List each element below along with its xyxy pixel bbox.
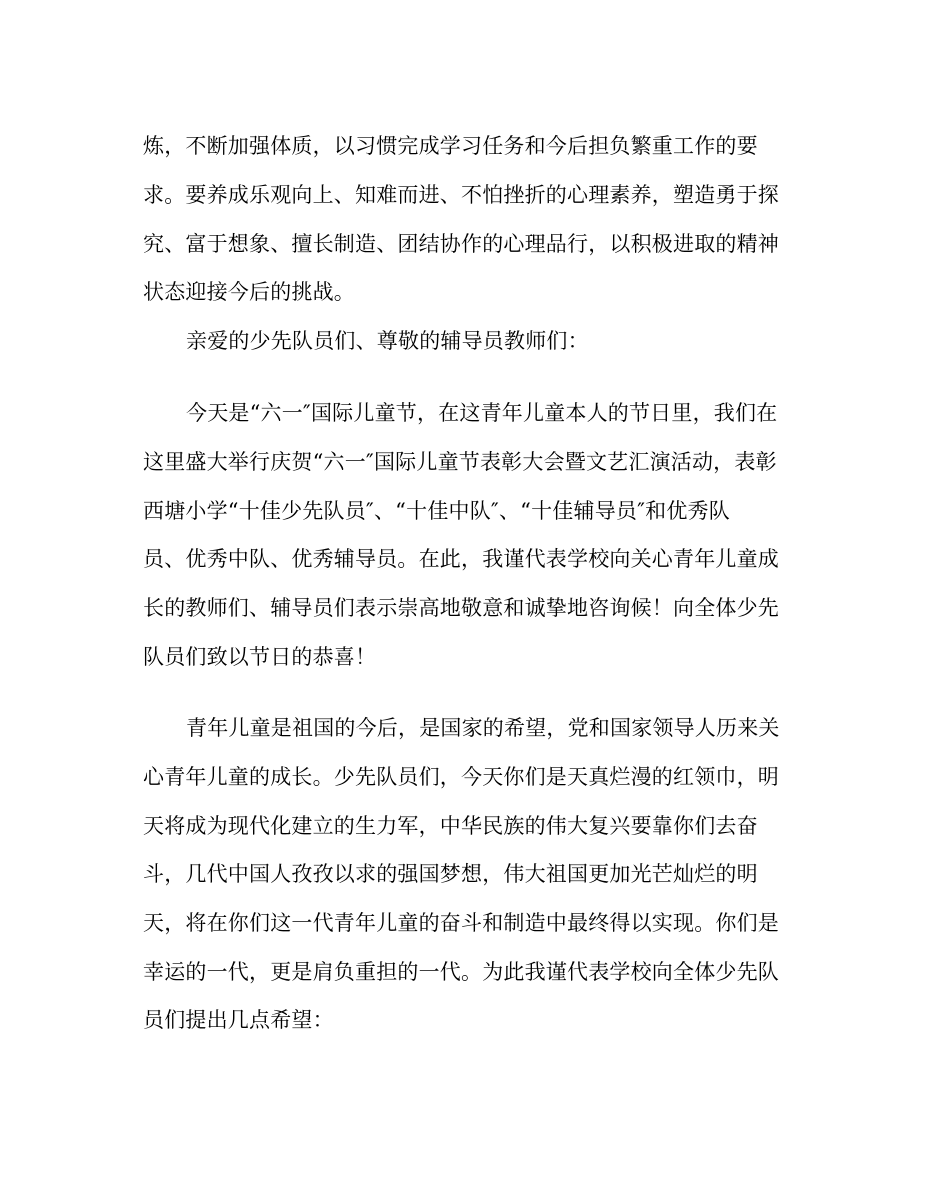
paragraph-line: 员们提出几点希望： [143, 1008, 334, 1032]
salutation: 亲爱的少先队员们、尊敬的辅导员教师们： [186, 329, 589, 353]
paragraph-line: 求。要养成乐观向上、知难而进、不怕挫折的心理素养，塑造勇于探 [143, 183, 779, 207]
paragraph-line: 西塘小学“十佳少先队员″、“十佳中队″、“十佳辅导员″和优秀队 [143, 499, 730, 523]
paragraph-line: 心青年儿童的成长。少先队员们，今天你们是天真烂漫的红领巾，明 [143, 765, 779, 789]
paragraph-line: 员、优秀中队、优秀辅导员。在此，我谨代表学校向关心青年儿童成 [143, 547, 779, 571]
paragraph-line: 队员们致以节日的恭喜！ [143, 645, 377, 669]
paragraph-line: 长的教师们、辅导员们表示崇高地敬意和诚挚地咨询候！向全体少先 [143, 596, 779, 620]
paragraph-line: 状态迎接今后的挑战。 [143, 280, 355, 304]
paragraph-line: 天，将在你们这一代青年儿童的奋斗和制造中最终得以实现。你们是 [143, 911, 779, 935]
paragraph-line: 幸运的一代，更是肩负重担的一代。为此我谨代表学校向全体少先队 [143, 960, 779, 984]
paragraph-line: 这里盛大举行庆贺“六一″国际儿童节表彰大会暨文艺汇演活动，表彰 [143, 450, 777, 474]
paragraph-line: 炼，不断加强体质，以习惯完成学习任务和今后担负繁重工作的要 [143, 134, 758, 158]
paragraph-line: 究、富于想象、擅长制造、团结协作的心理品行，以积极进取的精神 [143, 232, 779, 256]
paragraph-line: 斗，几代中国人孜孜以求的强国梦想，伟大祖国更加光芒灿烂的明 [143, 862, 758, 886]
paragraph-line: 天将成为现代化建立的生力军，中华民族的伟大复兴要靠你们去奋 [143, 814, 758, 838]
paragraph-line: 青年儿童是祖国的今后，是国家的希望，党和国家领导人历来关 [186, 716, 780, 740]
paragraph-line: 今天是“六一″国际儿童节，在这青年儿童本人的节日里，我们在 [186, 401, 778, 425]
